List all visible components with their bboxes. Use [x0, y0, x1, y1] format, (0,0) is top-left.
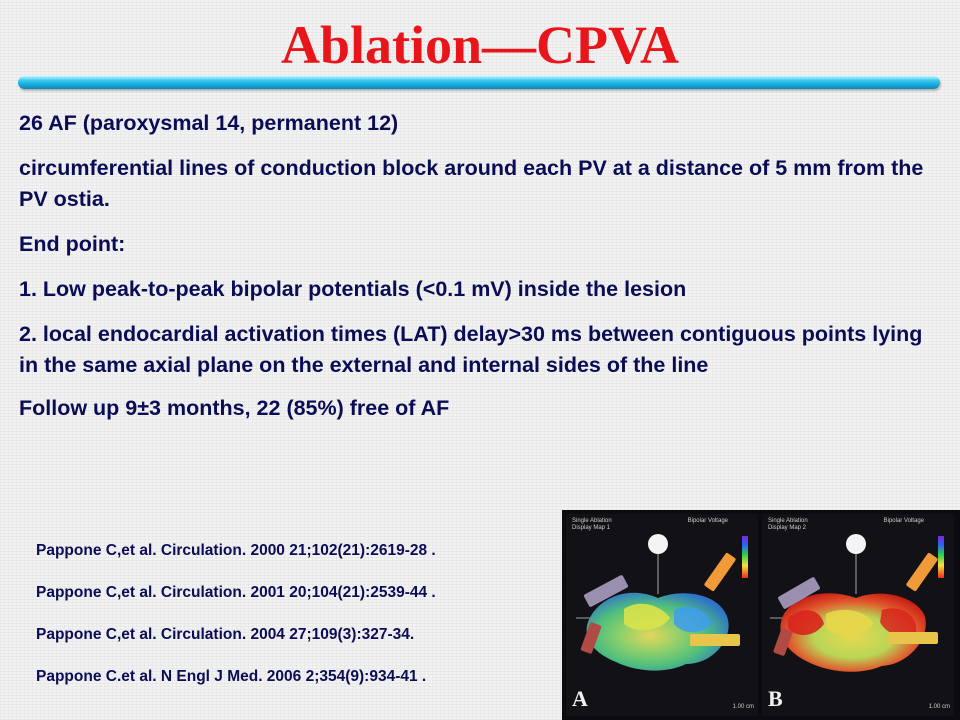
- panel-b-header-right: Bipolar Voltage: [883, 518, 924, 524]
- paragraph-endpoint-heading: End point:: [19, 232, 126, 256]
- reference-item: Pappone C.et al. N Engl J Med. 2006 2;354(9):934-41 .: [36, 668, 427, 685]
- voltage-map-figure: [562, 510, 960, 720]
- voltage-map-panel-b: [762, 514, 954, 716]
- panel-b-scale: 1.00 cm: [928, 704, 950, 710]
- references-list: [36, 542, 566, 710]
- paragraph-endpoint-1: 1. Low peak-to-peak bipolar potentials (<0.1 mV) inside the lesion: [19, 277, 687, 301]
- voltage-map-a-image: [566, 514, 758, 716]
- paragraph-follow-up: Follow up 9±3 months, 22 (85%) free of AF: [19, 396, 450, 420]
- panel-a-scale: 1.00 cm: [732, 704, 754, 710]
- body-text: [19, 108, 944, 438]
- reference-item: Pappone C,et al. Circulation. 2000 21;102(21):2619-28 .: [36, 542, 436, 559]
- paragraph-endpoint-2: 2. local endocardial activation times (LAT) delay>30 ms between contiguous points lying in the same axial plane on the external and internal sides of the line: [19, 322, 923, 377]
- reference-item: Pappone C,et al. Circulation. 2004 27;109(3):327-34.: [36, 626, 415, 643]
- slide-title: Ablation—CPVA: [280, 15, 680, 75]
- panel-a-header-left: Single Ablation Display Map 1: [572, 518, 612, 531]
- paragraph-technique: circumferential lines of conduction block around each PV at a distance of 5 mm from the PV ostia.: [19, 156, 924, 211]
- reference-item: Pappone C,et al. Circulation. 2001 20;104(21):2539-44 .: [36, 584, 436, 601]
- panel-a-header-right: Bipolar Voltage: [687, 518, 728, 524]
- panel-b-letter: B: [768, 686, 783, 711]
- paragraph-patients: 26 AF (paroxysmal 14, permanent 12): [19, 111, 399, 135]
- voltage-map-panel-a: [566, 514, 758, 716]
- panel-a-letter: A: [572, 686, 588, 711]
- voltage-map-b-image: [762, 514, 954, 716]
- panel-b-header-left: Single Ablation Display Map 2: [768, 518, 808, 531]
- title-underline-rule: [18, 76, 940, 89]
